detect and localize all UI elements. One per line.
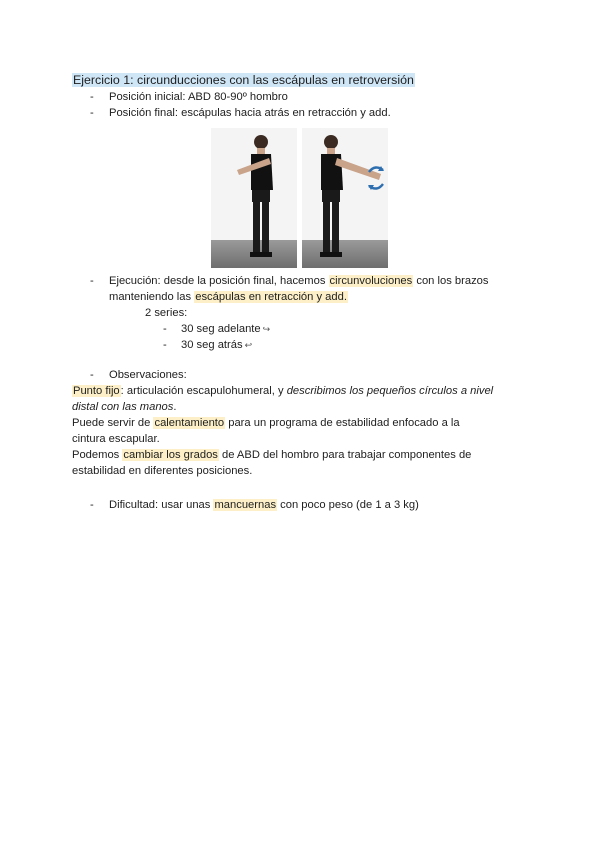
highlight-punto-fijo: Punto fijo	[73, 385, 120, 397]
observation-text: .	[173, 401, 177, 413]
observation-text: : articulación escapulohumeral, y	[120, 385, 287, 397]
series-item-text: 30 seg atrás	[181, 339, 243, 351]
title-text: Ejercicio 1: circunducciones con las escápulas en retroversión	[73, 73, 414, 87]
observation-warmup	[72, 415, 460, 431]
bullet-dash: -	[90, 91, 94, 103]
difficulty-text: Dificultad: usar unas	[109, 499, 214, 511]
bullet-dash: -	[90, 369, 94, 381]
observation-fixed-point	[72, 383, 493, 399]
observation-degrees	[72, 447, 471, 463]
arrow-curve-back-icon: ↩	[244, 340, 253, 350]
series-label: 2 series:	[145, 307, 188, 319]
execution-text: con los brazos	[413, 275, 489, 287]
exercise-illustration	[211, 128, 388, 268]
series-item-text: 30 seg adelante	[181, 323, 261, 335]
initial-position-text: Posición inicial: ABD 80-90º hombro	[109, 91, 288, 103]
observation-text: de ABD del hombro para trabajar componentes de	[218, 449, 472, 461]
observation-fixed-point-cont	[72, 399, 176, 415]
observations-label: Observaciones:	[109, 369, 187, 381]
highlight-calentamiento: calentamiento	[154, 417, 225, 429]
bullet-dash: -	[90, 275, 94, 287]
highlight-mancuernas: mancuernas	[214, 499, 277, 511]
observation-text: Puede servir de	[72, 417, 154, 429]
bullet-dash: -	[163, 339, 167, 351]
execution-line-1	[109, 273, 489, 289]
bullet-dash: -	[163, 323, 167, 335]
bullet-dash: -	[90, 499, 94, 511]
observation-emphasis: distal con las manos	[72, 401, 174, 413]
highlight-escapulas: escápulas en retracción y add.	[195, 291, 347, 303]
observation-degrees-cont: estabilidad en diferentes posiciones.	[72, 465, 253, 477]
highlight-cambiar-grados: cambiar los grados	[123, 449, 218, 461]
observation-warmup-cont: cintura escapular.	[72, 433, 160, 445]
final-position-text: Posición final: escápulas hacia atrás en retracción y add.	[109, 107, 391, 119]
difficulty-text: con poco peso (de 1 a 3 kg)	[277, 499, 419, 511]
observation-text: para un programa de estabilidad enfocado a la	[225, 417, 460, 429]
execution-text: Ejecución: desde la posición final, hacemos	[109, 275, 329, 287]
execution-line-2	[109, 289, 348, 305]
execution-text: manteniendo las	[109, 291, 195, 303]
exercise-title	[72, 71, 415, 89]
highlight-circunvoluciones: circunvoluciones	[329, 275, 413, 287]
difficulty-line	[109, 497, 419, 513]
observation-emphasis: describimos los pequeños círculos a nivel	[286, 385, 494, 397]
series-item	[181, 337, 252, 353]
series-item	[181, 321, 270, 337]
bullet-dash: -	[90, 107, 94, 119]
arrow-curve-forward-icon: ↪	[262, 324, 271, 334]
exercise-photo	[211, 128, 388, 268]
observation-text: Podemos	[72, 449, 123, 461]
